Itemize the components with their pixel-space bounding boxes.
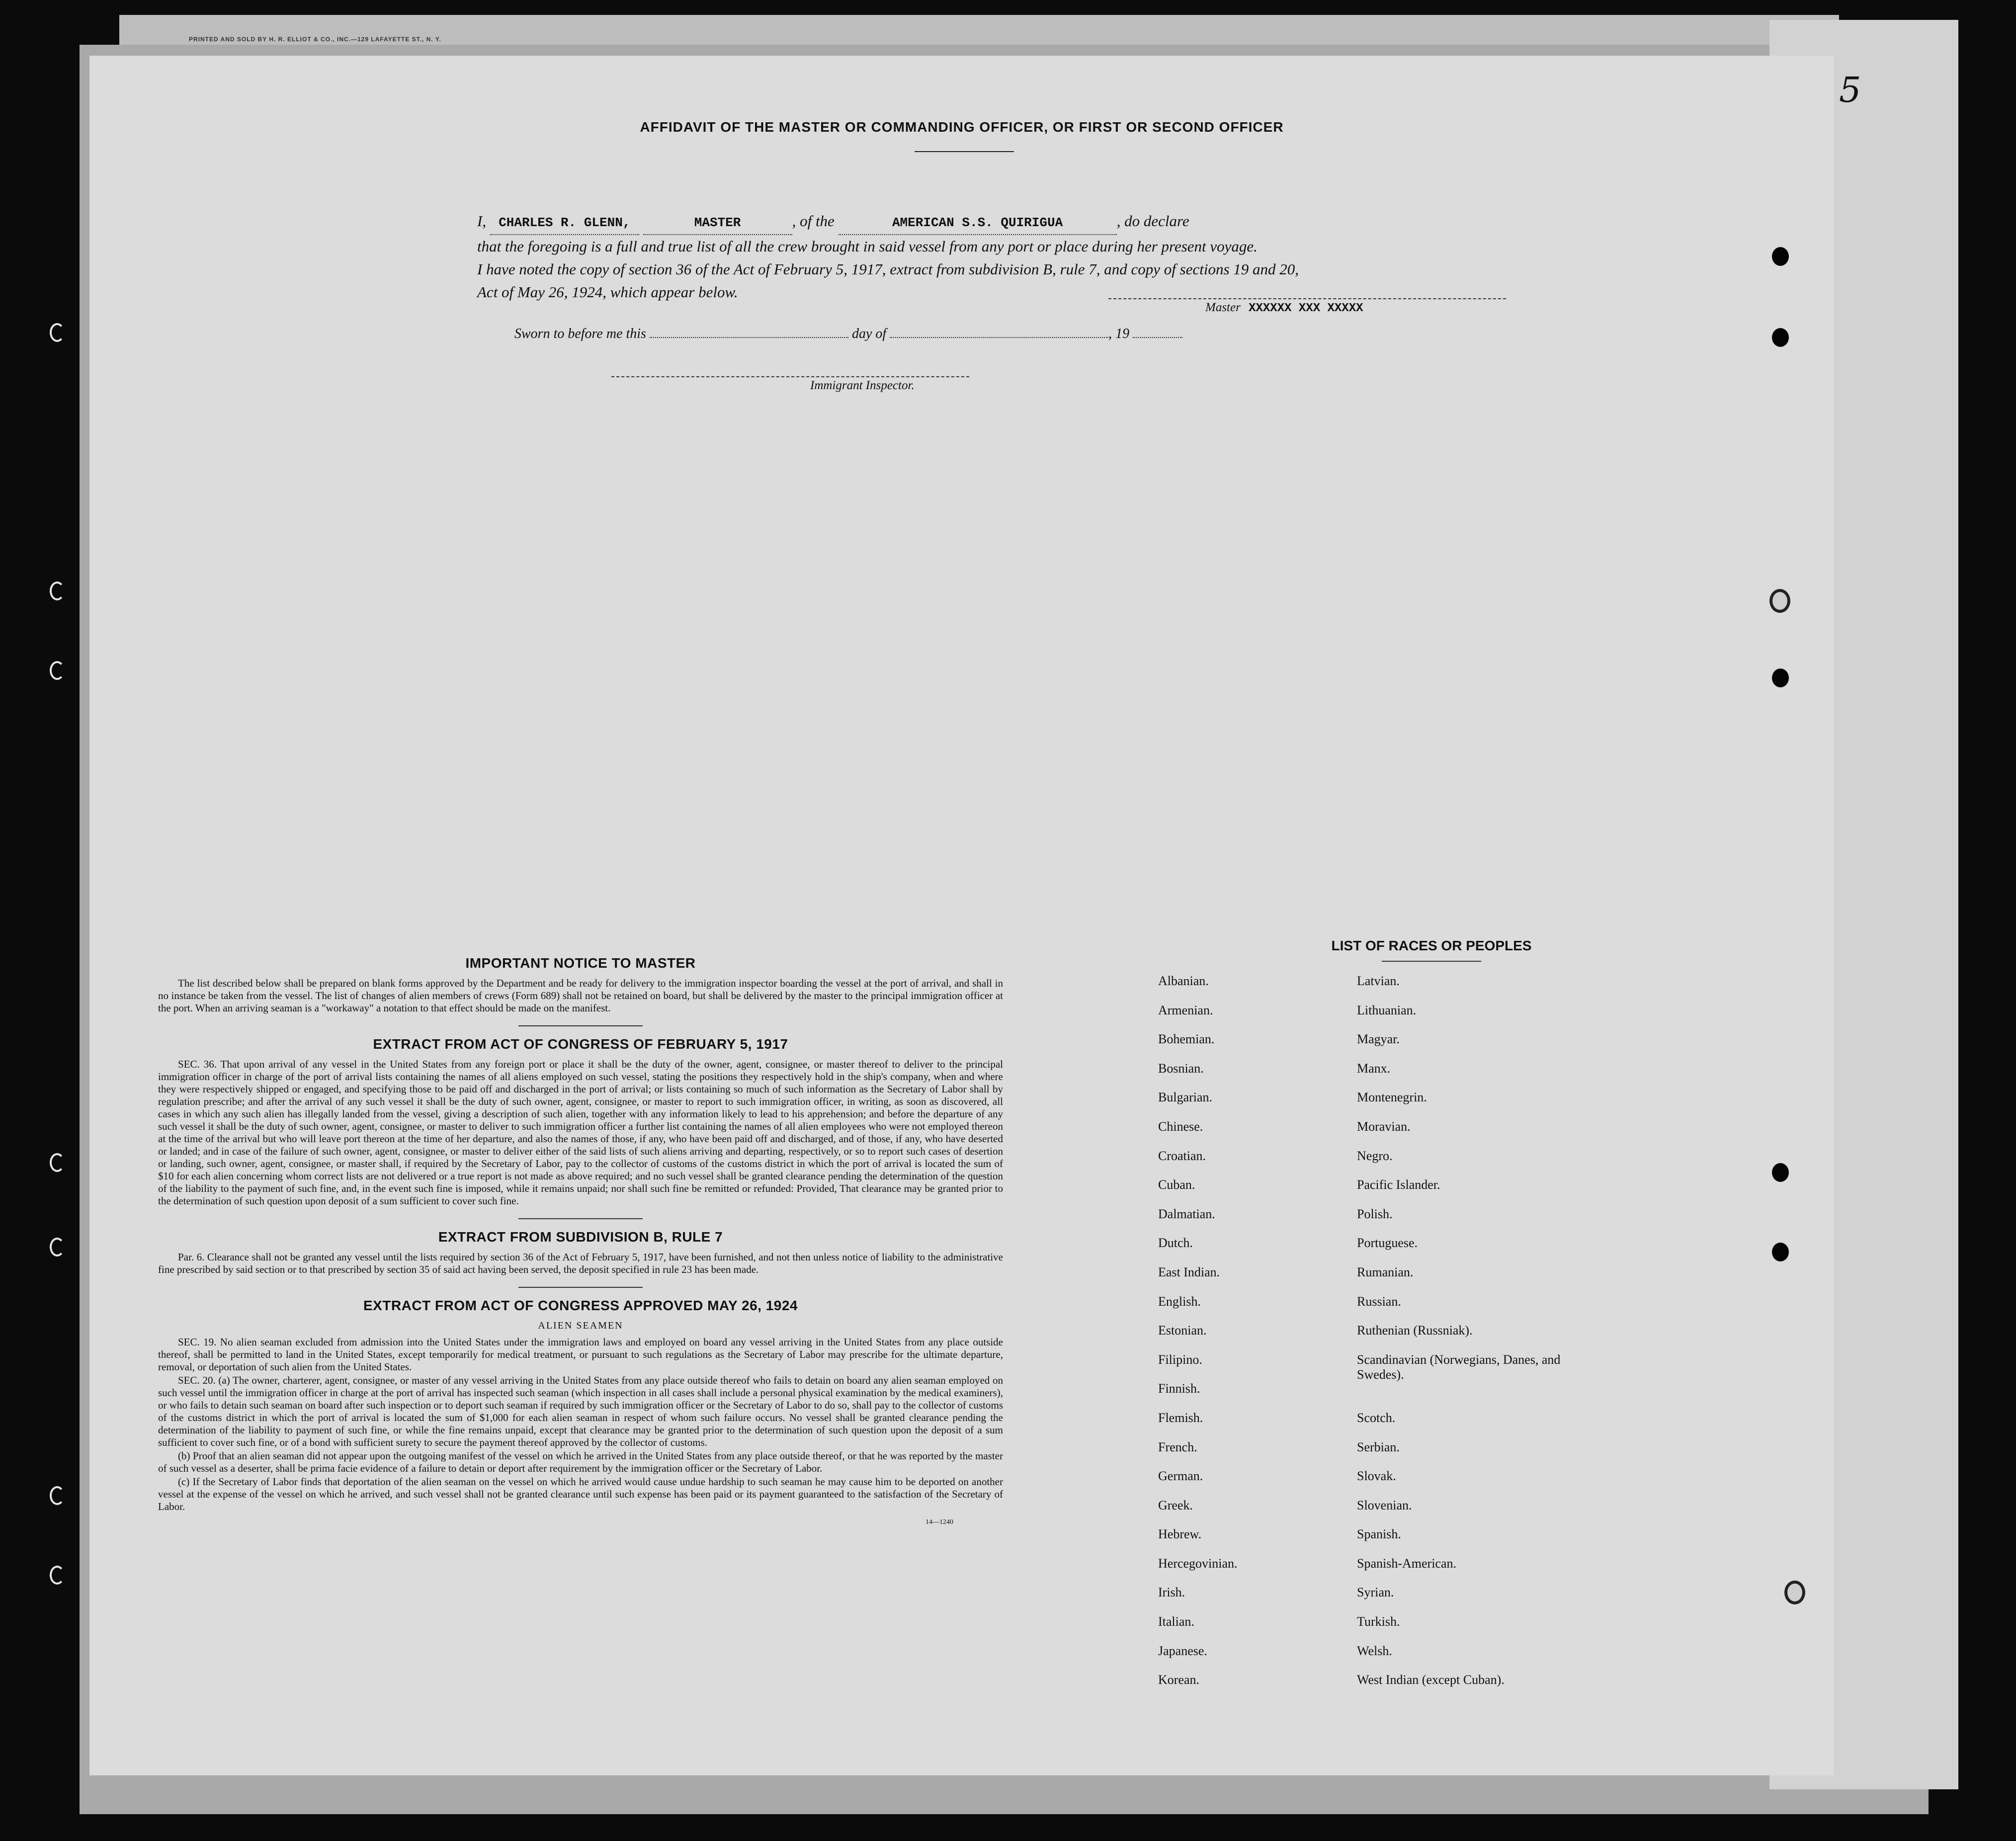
races-list bbox=[1158, 938, 1705, 1719]
race-item: Dutch. bbox=[1158, 1236, 1193, 1251]
race-item: East Indian. bbox=[1158, 1264, 1220, 1279]
race-item: Korean. bbox=[1158, 1673, 1200, 1687]
race-item: Chinese. bbox=[1158, 1119, 1203, 1134]
punch-hole-ring bbox=[1769, 589, 1790, 613]
day-of-label: day of bbox=[851, 326, 887, 341]
punch-hole bbox=[1772, 1243, 1789, 1261]
race-item: Albanian. bbox=[1158, 974, 1209, 988]
extract-1917-text: SEC. 36. That upon arrival of any vessel in the United States from any foreign port or place it shall be the duty of the owner, agent, consignee, or master thereof to deliver to the principal immigration officer in charge of the port of arrival lists containing the names of all aliens employed on such vessel, stating the positions they respectively hold in the ship's company, when and where they were respectively shipped or engaged, and specifying those to be paid off and discharged in the port of arrival; or lists containing so much of such information as the Secretary of Labor shall by regulation prescribe; and after the arrival of any such vessel it shall be the duty of such owner, agent, consignee, or master to report to such immigration officer, in writing, as soon as discovered, all cases in which any such alien has illegally landed from the vessel, giving a description of such alien, together with any information likely to lead to his apprehension; and before the departure of any such vessel it shall be the duty of such owner, agent, consignee, or master to deliver to such immigration officer a further list containing the names of all alien employees who were not employed thereon at the time of the arrival but who will leave port thereon at the time of her departure, and also the names of those, if any, who have been paid off and discharged, and of those, if any, who have deserted or landed; and in case of the failure of such owner, agent, consignee, or master to deliver either of the said lists of such aliens arriving and departing, respectively, or so to report such cases of desertion or landing, such owner, agent, consignee, or master shall, if required by the Secretary of Labor, pay to the collector of customs of the customs district in which the port of arrival is located the sum of $10 for each alien concerning whom correct lists are not delivered or a true report is not made as above required; and no such vessel shall be granted clearance pending the determination of the question of the liability to the payment of such fine, and, in the event such fine is imposed, while it remains unpaid; nor shall such fine be remitted or refunded: Provided, That clearance may be granted prior to the determination of such question upon deposit of a sum sufficient to cover such fine. bbox=[158, 1058, 1003, 1207]
race-item: Japanese. bbox=[1158, 1643, 1207, 1658]
binding-clip bbox=[50, 323, 65, 342]
race-item: Latvian. bbox=[1357, 974, 1400, 988]
race-item: Polish. bbox=[1357, 1206, 1393, 1221]
punch-hole bbox=[1772, 247, 1789, 266]
sec-20b-text: (b) Proof that an alien seaman did not appear upon the outgoing manifest of the vessel on which he arrived in the United States from any place outside thereof, or that he was reported by the master of such vessel as a deserter, shall be prima facie evidence of a failure to detain or deport after requirement by the immigration officer or the Secretary of Labor. bbox=[158, 1450, 1003, 1474]
affidavit-line-2: that the foregoing is a full and true list of all the crew brought in said vessel from any port or place during her present voyage. bbox=[477, 238, 1258, 255]
affidavit-line-1 bbox=[477, 210, 1546, 235]
race-item: Flemish. bbox=[1158, 1410, 1203, 1425]
race-item: English. bbox=[1158, 1294, 1201, 1309]
race-item: Greek. bbox=[1158, 1498, 1193, 1512]
affidavit-line-4: Act of May 26, 1924, which appear below. bbox=[477, 283, 738, 301]
punch-hole bbox=[1772, 1163, 1789, 1182]
subdivision-text: Par. 6. Clearance shall not be granted any vessel until the lists required by section 36 of the Act of February 5, 1917, have been furnished, and not then unless notice of liability to the administrative fine prescribed by said section or to that prescribed by section 35 of said act having been served, the deposit specified in rule 23 has been made. bbox=[158, 1251, 1003, 1275]
race-item: French. bbox=[1158, 1439, 1197, 1454]
race-item: Bosnian. bbox=[1158, 1061, 1204, 1076]
race-item: Magyar. bbox=[1357, 1032, 1400, 1047]
legal-text-column bbox=[158, 950, 1003, 1528]
punch-hole-ring bbox=[1784, 1581, 1805, 1604]
race-item: Ruthenian (Russniak). bbox=[1357, 1323, 1473, 1338]
race-item: Cuban. bbox=[1158, 1177, 1195, 1192]
extract-1917-title: EXTRACT FROM ACT OF CONGRESS OF FEBRUARY 5, 1917 bbox=[373, 1036, 788, 1052]
race-item: Irish. bbox=[1158, 1585, 1185, 1600]
binding-clip bbox=[50, 1486, 65, 1505]
master-signature-line bbox=[1108, 298, 1506, 299]
race-item: German. bbox=[1158, 1469, 1203, 1484]
race-item: Armenian. bbox=[1158, 1003, 1213, 1017]
race-item: Syrian. bbox=[1357, 1585, 1394, 1600]
race-item: Finnish. bbox=[1158, 1381, 1200, 1396]
race-item: Filipino. bbox=[1158, 1352, 1202, 1367]
extract-1924-title: EXTRACT FROM ACT OF CONGRESS APPROVED MAY 26, 1924 bbox=[363, 1298, 798, 1313]
pronoun-text: I, bbox=[477, 212, 487, 230]
manifest-page bbox=[89, 56, 1834, 1775]
sec-20a-text: SEC. 20. (a) The owner, charterer, agent, consignee, or master of any vessel arriving in the United States from any place outside thereof who fails to detain on board any alien seaman employed on such vessel until the immigration officer in charge at the port of arrival has inspected such seaman (which inspection in all cases shall include a personal physical examination by the medical examiners), or who fails to detain such seaman on board after such inspection or to deport such seaman if required by such immigration officer or the Secretary of Labor to do so, shall pay to the collector of customs of the customs district in which the port of arrival is located the sum of $1,000 for each alien seaman in respect of whom such failure occurs. No vessel shall be granted clearance pending the determination of the liability to payment of such fine, or while the fine remains unpaid, except that clearance may be granted prior to the determination of such question upon the deposit of a sum sufficient to cover such fine, or of a bond with sufficient surety to secure the payment thereof approved by the collector of customs. bbox=[158, 1374, 1003, 1448]
races-grid bbox=[1158, 974, 1705, 1719]
sworn-year-field bbox=[1133, 324, 1182, 338]
race-item: Portuguese. bbox=[1357, 1236, 1418, 1251]
affidavit-body bbox=[477, 210, 1546, 304]
form-number: 14—1240 bbox=[925, 1518, 953, 1526]
race-item: Rumanian. bbox=[1357, 1264, 1414, 1279]
separator bbox=[518, 1025, 643, 1026]
do-declare-text: , do declare bbox=[1116, 212, 1189, 230]
binding-clip bbox=[50, 1238, 65, 1256]
race-item: Moravian. bbox=[1357, 1119, 1411, 1134]
race-item: Manx. bbox=[1357, 1061, 1391, 1076]
subdivision-title: EXTRACT FROM SUBDIVISION B, RULE 7 bbox=[438, 1229, 723, 1245]
race-item: Italian. bbox=[1158, 1614, 1194, 1629]
master-name-field: CHARLES R. GLENN, bbox=[490, 211, 639, 235]
year-prefix: , 19 bbox=[1108, 326, 1130, 341]
race-item: Scandinavian (Norwegians, Danes, and Swedes). bbox=[1357, 1352, 1561, 1382]
sworn-label: Sworn to before me this bbox=[514, 326, 646, 341]
race-item: Croatian. bbox=[1158, 1148, 1206, 1163]
sec-20c-text: (c) If the Secretary of Labor finds that deportation of the alien seaman on the vessel on which he arrived would cause undue hardship to such seaman he may cause him to be deported on another vessel at the expense of the vessel on which he arrived, and such vessel shall not be granted clearance until such expense has been paid or its payment guaranteed to the satisfaction of the Secretary of Labor. bbox=[158, 1476, 1003, 1512]
race-item: Dalmatian. bbox=[1158, 1206, 1215, 1221]
race-item: Negro. bbox=[1357, 1148, 1393, 1163]
separator bbox=[518, 1218, 643, 1219]
race-item: Montenegrin. bbox=[1357, 1090, 1427, 1105]
races-title: LIST OF RACES OR PEOPLES bbox=[1331, 938, 1532, 953]
separator bbox=[518, 1287, 643, 1288]
race-item: Lithuanian. bbox=[1357, 1003, 1417, 1017]
affidavit-title: AFFIDAVIT OF THE MASTER OR COMMANDING OFFICER, OR FIRST OR SECOND OFFICER bbox=[640, 119, 1284, 135]
race-item: Spanish-American. bbox=[1357, 1556, 1457, 1571]
race-item: Spanish. bbox=[1357, 1527, 1401, 1542]
punch-hole bbox=[1772, 328, 1789, 347]
alien-seamen-subtitle: ALIEN SEAMEN bbox=[538, 1320, 623, 1331]
race-item: Bulgarian. bbox=[1158, 1090, 1213, 1105]
punch-hole bbox=[1772, 669, 1789, 687]
inspector-label: Immigrant Inspector. bbox=[810, 379, 915, 392]
race-item: Pacific Islander. bbox=[1357, 1177, 1440, 1192]
race-item: Hercegovinian. bbox=[1158, 1556, 1238, 1571]
binding-clip bbox=[50, 1153, 65, 1172]
master-label: Master XXXXXX XXX XXXXX bbox=[1205, 301, 1363, 315]
sworn-month-field bbox=[890, 324, 1108, 338]
races-right-column bbox=[1357, 974, 1576, 1702]
race-item: Bohemian. bbox=[1158, 1032, 1215, 1047]
binding-clip bbox=[50, 582, 65, 600]
races-rule bbox=[1382, 961, 1481, 962]
race-item bbox=[1357, 1381, 1576, 1411]
notice-text: The list described below shall be prepared on blank forms approved by the Department and be ready for delivery to the immigration inspector boarding the vessel at the port of arrival, and shall in no instance be taken from the vessel. The list of changes of alien members of crews (Form 689) shall not be retained on board, but shall be delivered by the master to the principal immigration officer at the port. When an arriving seaman is a "workaway" a notation to that effect should be made on the manifest. bbox=[158, 977, 1003, 1014]
vessel-name-field: AMERICAN S.S. QUIRIGUA bbox=[839, 211, 1117, 235]
race-item: West Indian (except Cuban). bbox=[1357, 1673, 1505, 1687]
race-item: Slovenian. bbox=[1357, 1498, 1412, 1512]
printer-line: PRINTED AND SOLD BY H. R. ELLIOT & CO., INC.—129 LAFAYETTE ST., N. Y. bbox=[189, 36, 441, 43]
race-item: Estonian. bbox=[1158, 1323, 1207, 1338]
race-item: Russian. bbox=[1357, 1294, 1401, 1309]
rank-field: MASTER bbox=[643, 211, 792, 235]
sec-19-text: SEC. 19. No alien seaman excluded from admission into the United States under the immigration laws and employed on board any vessel arriving in the United States from any place outside thereof, shall be permitted to land in the United States, except temporarily for medical treatment, or pursuant to such regulations as the Secretary of Labor may prescribe for the ultimate departure, removal, or deportation of such alien from the United States. bbox=[158, 1336, 1003, 1373]
race-item: Hebrew. bbox=[1158, 1527, 1202, 1542]
title-rule bbox=[915, 151, 1014, 152]
races-left-column bbox=[1158, 974, 1238, 1702]
binding-clip bbox=[50, 1566, 65, 1585]
race-item: Turkish. bbox=[1357, 1614, 1400, 1629]
affidavit-line-3: I have noted the copy of section 36 of the Act of February 5, 1917, extract from subdivision B, rule 7, and copy of sections 19 and 20, bbox=[477, 260, 1299, 278]
sworn-day-field bbox=[650, 324, 848, 338]
inspector-signature-line bbox=[611, 376, 969, 377]
race-item: Welsh. bbox=[1357, 1643, 1392, 1658]
race-item: Scotch. bbox=[1357, 1410, 1396, 1425]
master-stamp: XXXXXX XXX XXXXX bbox=[1249, 302, 1363, 315]
race-item: Serbian. bbox=[1357, 1439, 1400, 1454]
binding-clip bbox=[50, 661, 65, 680]
race-item: Slovak. bbox=[1357, 1469, 1396, 1484]
notice-title: IMPORTANT NOTICE TO MASTER bbox=[465, 955, 696, 971]
sworn-line bbox=[514, 324, 1182, 342]
page-number-mark: 5 bbox=[1839, 70, 1861, 110]
of-the-text: , of the bbox=[792, 212, 835, 230]
